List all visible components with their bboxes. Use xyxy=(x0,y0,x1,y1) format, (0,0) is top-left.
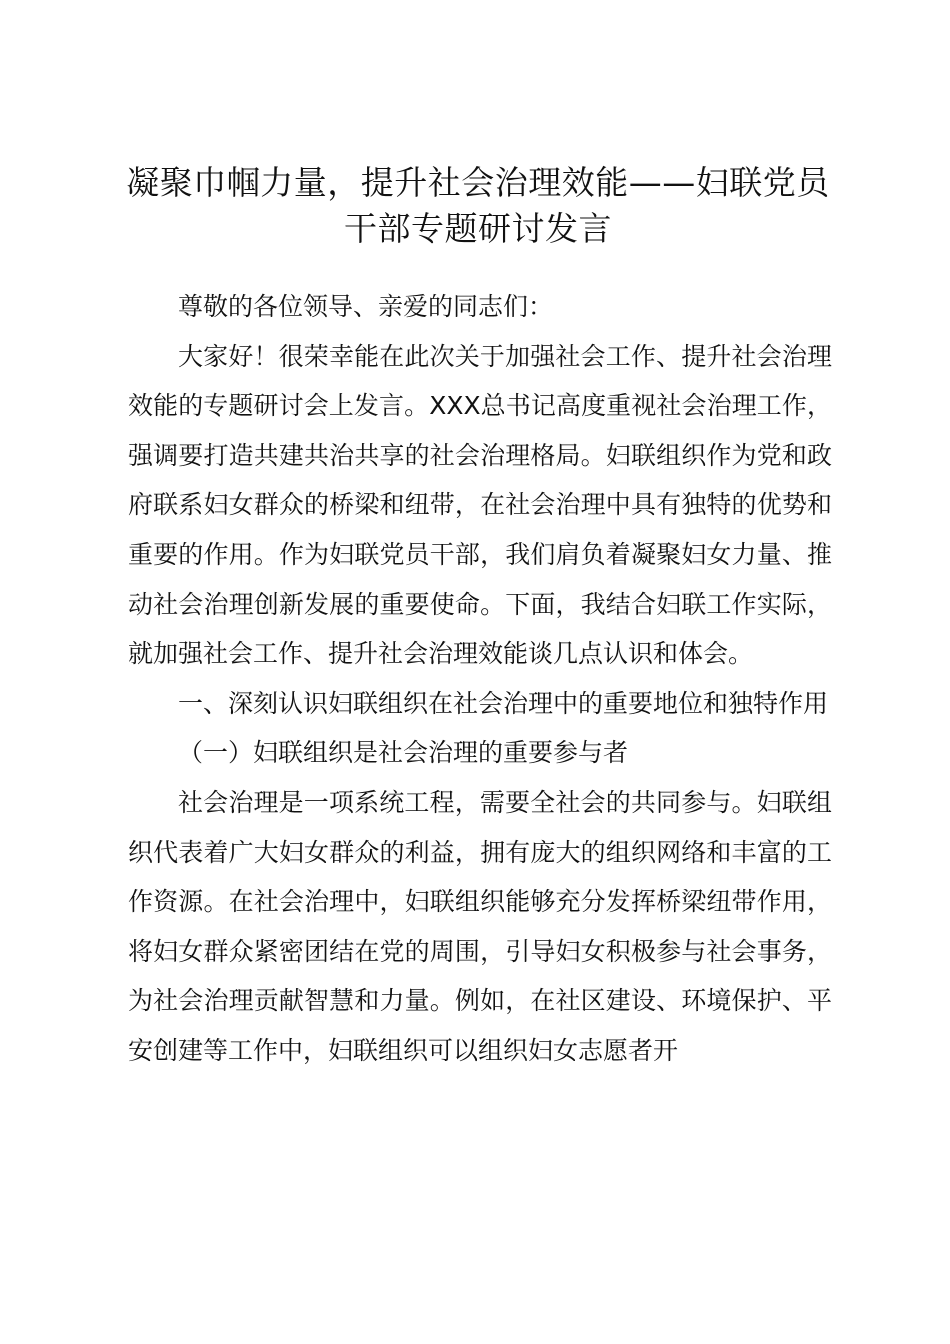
document-body xyxy=(128,282,832,1076)
intro-paragraph: 大家好！很荣幸能在此次关于加强社会工作、提升社会治理效能的专题研讨会上发言。XXX总书记高度重视社会治理工作，强调要打造共建共治共享的社会治理格局。妇联组织作为党和政府联系妇女群众的桥梁和纽带，在社会治理中具有独特的优势和重要的作用。作为妇联党员干部，我们肩负着凝聚妇女力量、推动社会治理创新发展的重要使命。下面，我结合妇联工作实际，就加强社会工作、提升社会治理效能谈几点认识和体会。 xyxy=(128,341,832,669)
document-title: 凝聚巾帼力量，提升社会治理效能——妇联党员干部专题研讨发言 xyxy=(126,163,830,248)
subsection-heading-1: （一）妇联组织是社会治理的重要参与者 xyxy=(178,738,629,768)
section-heading-1: 一、深刻认识妇联组织在社会治理中的重要地位和独特作用 xyxy=(178,688,829,718)
salutation: 尊敬的各位领导、亲爱的同志们： xyxy=(178,292,554,321)
subsection-paragraph-1: 社会治理是一项系统工程，需要全社会的共同参与。妇联组织代表着广大妇女群众的利益，拥有庞大的组织网络和丰富的工作资源。在社会治理中，妇联组织能够充分发挥桥梁纽带作用，将妇女群众紧密团结在党的周围，引导妇女积极参与社会事务，为社会治理贡献智慧和力量。例如，在社区建设、环境保护、平安创建等工作中，妇联组织可以组织妇女志愿者开 xyxy=(128,787,832,1065)
